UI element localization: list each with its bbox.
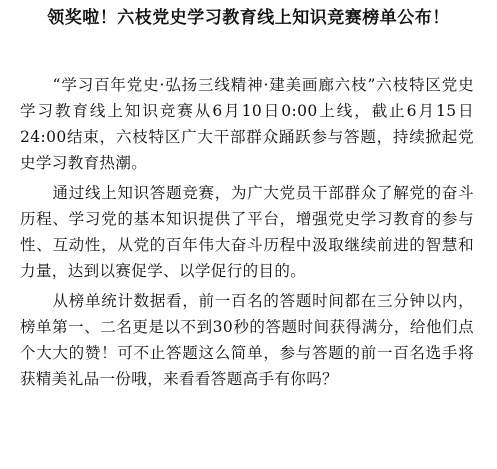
document-body bbox=[20, 72, 474, 396]
paragraph-purpose: 通过线上知识答题竞赛，为广大党员干部群众了解党的奋斗历程、学习党的基本知识提供了平台，增强党史学习教育的参与性、互动性，从党的百年伟大奋斗历程中汲取继续前进的智慧和力量，达到以赛促学、以学促行的目的。 bbox=[20, 184, 474, 280]
paragraph-intro: “学习百年党史·弘扬三线精神·建美画廊六枝”六枝特区党史学习教育线上知识竞赛从6月10日0:00上线，截止6月15日24:00结束，六枝特区广大干部群众踊跃参与答题，持续掀起党史学习教育热潮。 bbox=[20, 76, 474, 172]
document-title: 领奖啦！六枝党史学习教育线上知识竞赛榜单公布！ bbox=[47, 8, 450, 28]
paragraph-results: 从榜单统计数据看，前一百名的答题时间都在三分钟以内，榜单第一、二名更是以不到30秒的答题时间获得满分，给他们点个大大的赞！可不止答题这么简单，参与答题的前一百名选手将获精美礼品一份哦，来看看答题高手有你吗？ bbox=[20, 292, 474, 388]
